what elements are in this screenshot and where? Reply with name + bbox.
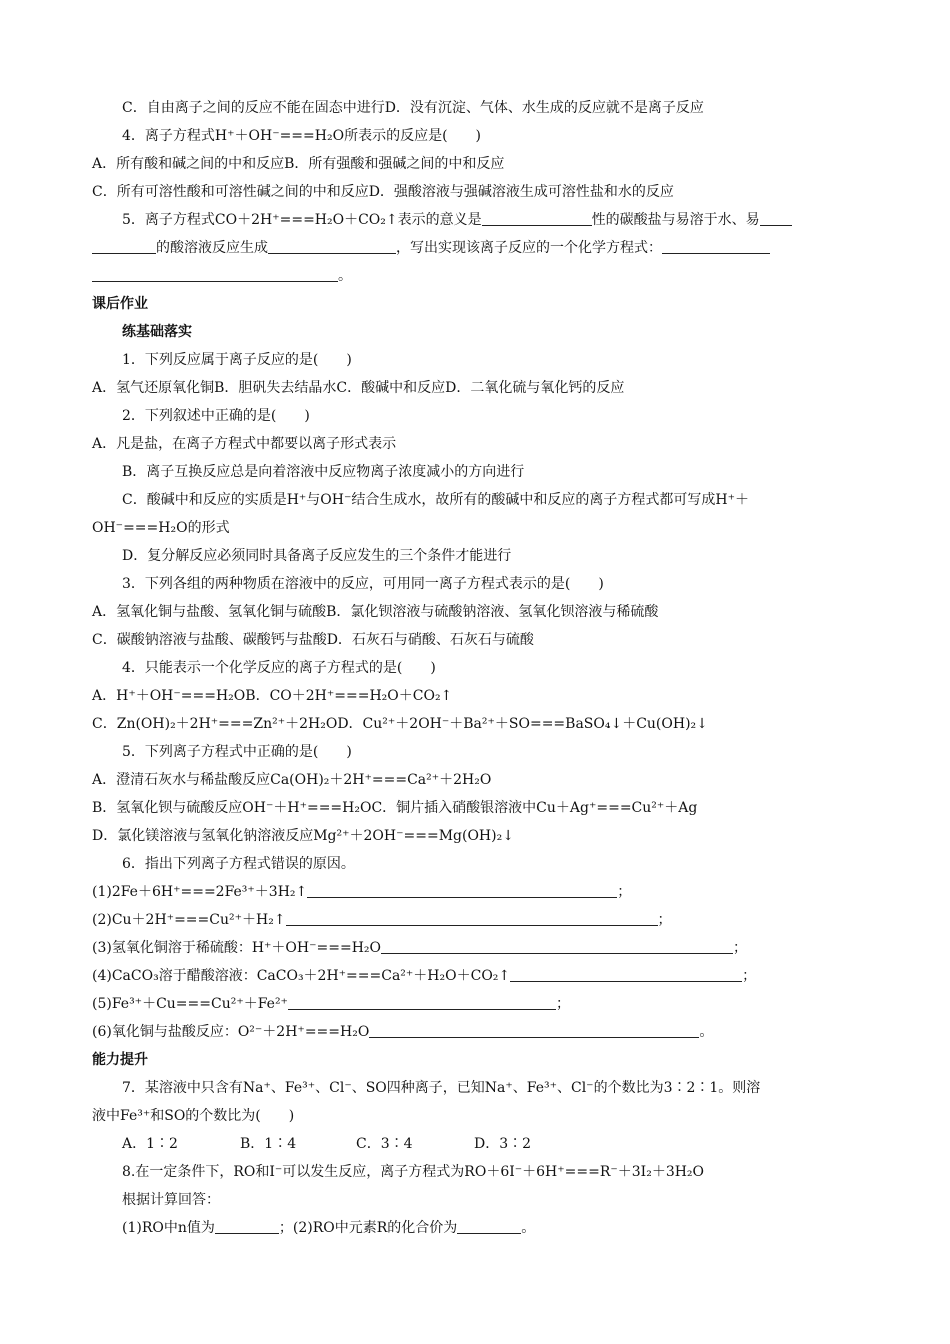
options: A．氢氧化铜与盐酸、氢氧化铜与硫酸B．氯化钡溶液与硫酸钠溶液、氢氧化钡溶液与稀硫酸: [92, 604, 659, 620]
punctuation: ；: [555, 996, 570, 1012]
equation: (2)Cu＋2H⁺===Cu²⁺＋H₂↑: [92, 912, 286, 928]
q6-item-5: [92, 994, 570, 1014]
punctuation: 。: [521, 1220, 536, 1236]
option-c-cont: OH⁻===H₂O的形式: [92, 520, 230, 536]
question-5-line1: [122, 210, 792, 230]
equation: (6)氧化铜与盐酸反应：O²⁻＋2H⁺===H₂O: [92, 1024, 370, 1040]
text-segment: 性的碳酸盐与易溶于水、易: [591, 212, 760, 228]
answer-blank[interactable]: [215, 1219, 279, 1234]
option-a: A．凡是盐，在离子方程式中都要以离子形式表示: [92, 436, 397, 452]
answer-blank[interactable]: [482, 211, 592, 226]
question-7-options: [122, 1134, 531, 1154]
question-8-prompt: 根据计算回答：: [122, 1192, 220, 1208]
options: A．H⁺＋OH⁻===H₂OB．CO＋2H⁺===H₂O＋CO₂↑: [92, 688, 453, 704]
question-7-cont: 液中Fe³⁺和SO的个数比为( ): [92, 1108, 295, 1124]
section-heading-homework: 课后作业: [92, 296, 148, 312]
answer-blank[interactable]: [510, 967, 742, 982]
text-segment: 的酸溶液反应生成: [156, 240, 268, 256]
option-d: D．氯化镁溶液与氢氧化钠溶液反应Mg²⁺＋2OH⁻===Mg(OH)₂↓: [92, 828, 514, 844]
answer-blank[interactable]: [268, 239, 396, 254]
text-segment: ，写出实现该离子反应的一个化学方程式：: [396, 240, 662, 256]
question-3: 3．下列各组的两种物质在溶液中的反应，可用同一离子方程式表示的是( ): [122, 576, 604, 592]
punctuation: ；: [733, 940, 747, 956]
question-5-line2: [92, 238, 770, 258]
answer-blank[interactable]: [286, 911, 658, 926]
punctuation: ；: [657, 912, 672, 928]
section-heading-advanced: 能力提升: [92, 1052, 148, 1068]
question-5b: 5．下列离子方程式中正确的是( ): [122, 744, 352, 760]
question-4: 4．离子方程式H⁺＋OH⁻===H₂O所表示的反应是( ): [122, 128, 481, 144]
equation: (3)氢氧化铜溶于稀硫酸：H⁺＋OH⁻===H₂O: [92, 940, 381, 956]
punctuation: 。: [699, 1024, 714, 1040]
text-segment: 5．离子方程式CO＋2H⁺===H₂O＋CO₂↑表示的意义是: [122, 212, 482, 228]
text-segment: ；(2)RO中元素R的化合价为: [278, 1220, 458, 1236]
question-6: 6．指出下列离子方程式错误的原因。: [122, 856, 355, 872]
answer-blank[interactable]: [662, 239, 770, 254]
question-1: 1．下列反应属于离子反应的是( ): [122, 352, 352, 368]
q6-item-6: [92, 1022, 713, 1042]
equation: (5)Fe³⁺＋Cu===Cu²⁺＋Fe²⁺: [92, 996, 288, 1012]
subsection-heading: 练基础落实: [122, 324, 192, 340]
option-d: D．复分解反应必须同时具备离子反应发生的三个条件才能进行: [122, 548, 512, 564]
option-a: A．1∶2: [122, 1136, 178, 1152]
question-4b: 4．只能表示一个化学反应的离子方程式的是( ): [122, 660, 436, 676]
question-7: 7．某溶液中只含有Na⁺、Fe³⁺、Cl⁻、SO四种离子，已知Na⁺、Fe³⁺、Cl⁻的个数比为3∶2∶1。则溶: [122, 1080, 761, 1096]
question-8: 8.在一定条件下，RO和I⁻可以发生反应，离子方程式为RO＋6I⁻＋6H⁺===R⁻＋3I₂＋3H₂O: [122, 1164, 705, 1180]
text-segment: 。: [338, 268, 352, 284]
equation: (4)CaCO₃溶于醋酸溶液：CaCO₃＋2H⁺===Ca²⁺＋H₂O＋CO₂↑: [92, 968, 511, 984]
answer-blank[interactable]: [92, 239, 156, 254]
option-c: C．酸碱中和反应的实质是H⁺与OH⁻结合生成水，故所有的酸碱中和反应的离子方程式都可写成H⁺＋: [122, 492, 749, 508]
option-a: A．澄清石灰水与稀盐酸反应Ca(OH)₂＋2H⁺===Ca²⁺＋2H₂O: [92, 772, 492, 788]
text-line: A．所有酸和碱之间的中和反应B．所有强酸和强碱之间的中和反应: [92, 156, 505, 172]
text-segment: (1)RO中n值为: [122, 1220, 215, 1236]
question-2: 2．下列叙述中正确的是( ): [122, 408, 310, 424]
q6-item-4: [92, 966, 756, 986]
punctuation: ；: [617, 884, 632, 900]
option-b: B．离子互换反应总是向着溶液中反应物离子浓度减小的方向进行: [122, 464, 525, 480]
question-8-answers: [122, 1218, 535, 1238]
punctuation: ；: [742, 968, 757, 984]
options: C．碳酸钠溶液与盐酸、碳酸钙与盐酸D．石灰石与硝酸、石灰石与硫酸: [92, 632, 534, 648]
answer-blank[interactable]: [92, 267, 338, 282]
text-line: C．所有可溶性酸和可溶性碱之间的中和反应D．强酸溶液与强碱溶液生成可溶性盐和水的反应: [92, 184, 674, 200]
options: C．Zn(OH)₂＋2H⁺===Zn²⁺＋2H₂OD．Cu²⁺＋2OH⁻＋Ba²⁺＋SO===BaSO₄↓＋Cu(OH)₂↓: [92, 716, 708, 732]
answer-blank[interactable]: [307, 883, 617, 898]
answer-blank[interactable]: [381, 939, 733, 954]
q6-item-2: [92, 910, 672, 930]
option-c: C．3∶4: [356, 1136, 413, 1152]
answer-blank[interactable]: [288, 995, 556, 1010]
equation: (1)2Fe＋6H⁺===2Fe³⁺＋3H₂↑: [92, 884, 308, 900]
answer-blank[interactable]: [369, 1023, 699, 1038]
q6-item-1: [92, 882, 631, 902]
text-line: C．自由离子之间的反应不能在固态中进行D．没有沉淀、气体、水生成的反应就不是离子反应: [122, 100, 704, 116]
answer-blank[interactable]: [457, 1219, 521, 1234]
option-d: D．3∶2: [474, 1136, 532, 1152]
answer-blank[interactable]: [760, 211, 792, 226]
options: B．氢氧化钡与硫酸反应OH⁻＋H⁺===H₂OC．铜片插入硝酸银溶液中Cu＋Ag⁺===Cu²⁺＋Ag: [92, 800, 698, 816]
question-5-line3: [92, 266, 352, 286]
option-b: B．1∶4: [240, 1136, 297, 1152]
options: A．氢气还原氧化铜B．胆矾失去结晶水C．酸碱中和反应D．二氧化硫与氧化钙的反应: [92, 380, 625, 396]
q6-item-3: [92, 938, 747, 958]
